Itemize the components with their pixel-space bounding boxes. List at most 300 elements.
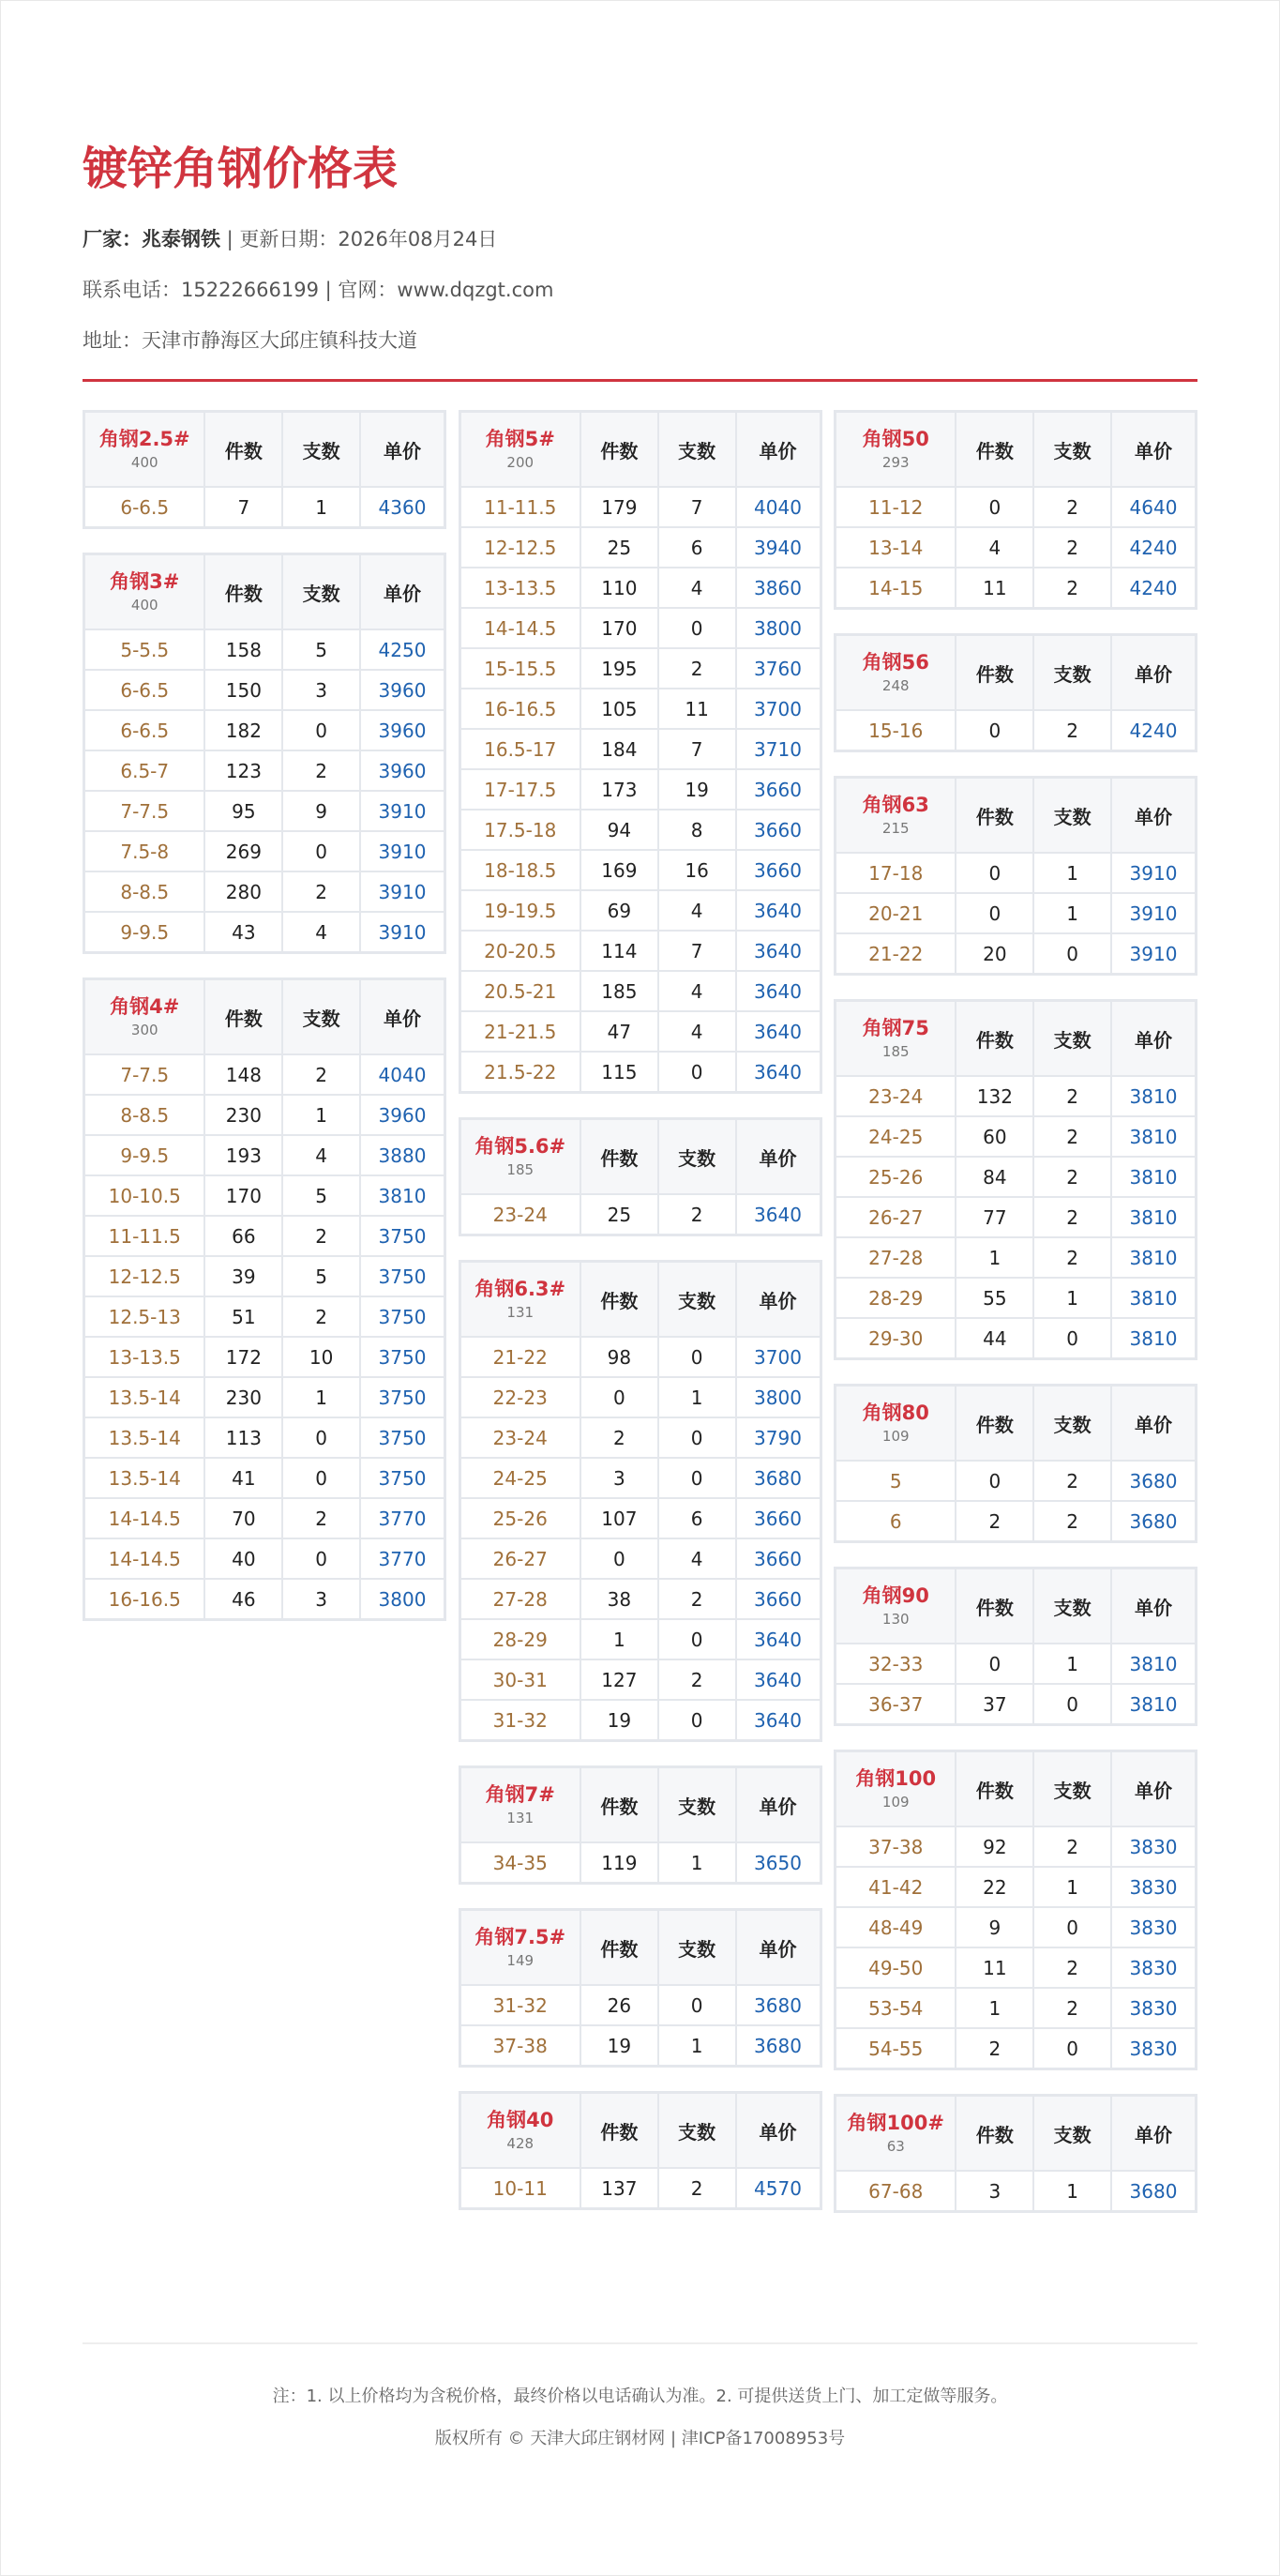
count-cell: 1: [1033, 893, 1111, 933]
price-cell: 3910: [360, 871, 445, 912]
qty-cell: 4: [956, 527, 1033, 568]
spec-header: [836, 1568, 956, 1644]
table-row: [459, 527, 821, 568]
qty-header: 件数: [956, 635, 1033, 711]
table-row: [836, 710, 1197, 751]
size-cell: 8-8.5: [84, 1095, 205, 1135]
spec-weight: 248: [881, 677, 910, 694]
price-table: [834, 1750, 1197, 2070]
price-cell: 3750: [360, 1458, 445, 1498]
count-cell: 4: [658, 971, 736, 1011]
size-cell: 20-21: [836, 893, 956, 933]
count-cell: 0: [658, 1700, 736, 1741]
table-row: [459, 648, 821, 689]
table-row: [836, 893, 1197, 933]
table-row: [459, 1579, 821, 1619]
count-cell: 2: [282, 1296, 360, 1337]
qty-cell: 127: [580, 1659, 658, 1700]
spec-header: [836, 778, 956, 854]
size-cell: 25-26: [836, 1157, 956, 1197]
price-table: [459, 2091, 822, 2210]
size-cell: 5-5.5: [84, 629, 205, 670]
size-cell: 12-12.5: [84, 1256, 205, 1296]
table-row: [459, 971, 821, 1011]
spec-name: 角钢7.5#: [474, 1926, 566, 1948]
size-cell: 6-6.5: [84, 670, 205, 710]
table-header-row: [836, 1386, 1197, 1462]
table-row: [836, 568, 1197, 609]
spec-header: [84, 412, 205, 488]
price-cell: 3660: [736, 1579, 821, 1619]
price-cell: 3680: [736, 1458, 821, 1498]
count-cell: 2: [1033, 1076, 1111, 1116]
count-cell: 8: [658, 810, 736, 850]
price-cell: 4040: [736, 487, 821, 527]
price-header: 单价: [1111, 635, 1197, 711]
table-row: [836, 1076, 1197, 1116]
price-cell: 3860: [736, 568, 821, 608]
count-cell: 1: [1033, 2171, 1111, 2212]
price-cell: 3960: [360, 670, 445, 710]
table-header-row: [459, 1119, 821, 1195]
price-cell: 3810: [360, 1175, 445, 1216]
price-cell: 3640: [736, 1194, 821, 1235]
qty-cell: 55: [956, 1278, 1033, 1318]
qty-cell: 38: [580, 1579, 658, 1619]
size-cell: 54-55: [836, 2028, 956, 2069]
spec-header: [836, 2096, 956, 2172]
qty-cell: 19: [580, 2025, 658, 2067]
qty-cell: 7: [204, 487, 282, 528]
spec-weight: 400: [130, 454, 158, 471]
spec-header: [836, 1386, 956, 1462]
size-cell: 13-13.5: [459, 568, 580, 608]
qty-cell: 77: [956, 1197, 1033, 1237]
table-row: [836, 1907, 1197, 1947]
price-cell: 3660: [736, 810, 821, 850]
size-cell: 16-16.5: [459, 689, 580, 729]
qty-header: 件数: [580, 1262, 658, 1338]
spec-weight: 131: [506, 1304, 535, 1321]
spec-name: 角钢75: [862, 1017, 929, 1039]
table-header-row: [84, 979, 445, 1055]
table-row: [84, 710, 445, 750]
qty-cell: 84: [956, 1157, 1033, 1197]
size-cell: 31-32: [459, 1985, 580, 2025]
qty-cell: 46: [204, 1579, 282, 1620]
count-cell: 2: [1033, 710, 1111, 751]
count-cell: 7: [658, 487, 736, 527]
qty-cell: 115: [580, 1052, 658, 1093]
spec-name: 角钢5#: [485, 428, 555, 450]
qty-cell: 22: [956, 1867, 1033, 1907]
size-cell: 27-28: [836, 1237, 956, 1278]
count-cell: 2: [1033, 487, 1111, 527]
price-cell: 3830: [1111, 1867, 1197, 1907]
table-row: [836, 2028, 1197, 2069]
qty-header: 件数: [204, 554, 282, 630]
table-header-row: [84, 554, 445, 630]
size-cell: 24-25: [459, 1458, 580, 1498]
spec-name: 角钢40: [487, 2109, 554, 2131]
size-cell: 24-25: [836, 1116, 956, 1157]
qty-cell: 150: [204, 670, 282, 710]
price-table: [459, 1908, 822, 2068]
qty-cell: 51: [204, 1296, 282, 1337]
table-row: [459, 1337, 821, 1377]
price-header: 单价: [1111, 778, 1197, 854]
count-cell: 4: [282, 1135, 360, 1175]
count-cell: 1: [282, 1095, 360, 1135]
qty-cell: 107: [580, 1498, 658, 1538]
size-cell: 5: [836, 1461, 956, 1501]
table-header-row: [836, 1001, 1197, 1077]
count-cell: 2: [1033, 1157, 1111, 1197]
qty-cell: 158: [204, 629, 282, 670]
qty-cell: 173: [580, 769, 658, 810]
table-row: [459, 1619, 821, 1659]
count-cell: 2: [1033, 1826, 1111, 1867]
price-cell: 3640: [736, 1011, 821, 1052]
price-table: [83, 410, 446, 529]
table-header-row: [459, 2093, 821, 2169]
qty-cell: 95: [204, 791, 282, 831]
price-cell: 3640: [736, 1052, 821, 1093]
price-cell: 3830: [1111, 1826, 1197, 1867]
count-cell: 2: [658, 1194, 736, 1235]
qty-cell: 269: [204, 831, 282, 871]
size-cell: 31-32: [459, 1700, 580, 1741]
table-column: [83, 410, 446, 2236]
price-cell: 3910: [1111, 853, 1197, 893]
price-cell: 3810: [1111, 1076, 1197, 1116]
spec-weight: 109: [881, 1794, 910, 1811]
table-row: [459, 1377, 821, 1417]
size-cell: 12-12.5: [459, 527, 580, 568]
count-cell: 1: [1033, 853, 1111, 893]
table-row: [459, 931, 821, 971]
qty-cell: 60: [956, 1116, 1033, 1157]
count-cell: 2: [1033, 1237, 1111, 1278]
count-cell: 1: [282, 1377, 360, 1417]
table-row: [84, 1538, 445, 1579]
table-row: [84, 912, 445, 953]
count-cell: 2: [658, 648, 736, 689]
table-row: [836, 1501, 1197, 1542]
qty-header: 件数: [956, 412, 1033, 488]
table-row: [84, 487, 445, 528]
price-cell: 3910: [1111, 933, 1197, 975]
table-row: [84, 1135, 445, 1175]
table-row: [459, 1417, 821, 1458]
size-cell: 28-29: [836, 1278, 956, 1318]
size-cell: 7-7.5: [84, 791, 205, 831]
price-table: [834, 1567, 1197, 1726]
qty-cell: 0: [956, 1461, 1033, 1501]
qty-header: 件数: [956, 1386, 1033, 1462]
qty-cell: 98: [580, 1337, 658, 1377]
table-row: [459, 810, 821, 850]
count-header: 支数: [1033, 1568, 1111, 1644]
price-cell: 3640: [736, 931, 821, 971]
qty-cell: 230: [204, 1095, 282, 1135]
count-cell: 6: [658, 1498, 736, 1538]
table-row: [84, 831, 445, 871]
count-cell: 4: [658, 1538, 736, 1579]
table-header-row: [459, 1910, 821, 1986]
price-table: [459, 1117, 822, 1236]
qty-cell: 280: [204, 871, 282, 912]
size-cell: 14-14.5: [84, 1498, 205, 1538]
count-header: 支数: [658, 1262, 736, 1338]
price-header: 单价: [1111, 2096, 1197, 2172]
table-column: [459, 410, 822, 2236]
spec-weight: 63: [886, 2138, 905, 2155]
table-row: [459, 1985, 821, 2025]
count-cell: 0: [1033, 933, 1111, 975]
size-cell: 8-8.5: [84, 871, 205, 912]
spec-name: 角钢2.5#: [98, 428, 190, 450]
size-cell: 13-14: [836, 527, 956, 568]
table-row: [459, 769, 821, 810]
price-cell: 3810: [1111, 1278, 1197, 1318]
contact-line: 联系电话：15222666199 | 官网：www.dqzgt.com: [83, 279, 554, 301]
table-header-row: [836, 1751, 1197, 1827]
price-cell: 3960: [360, 710, 445, 750]
count-header: 支数: [282, 979, 360, 1055]
size-cell: 16-16.5: [84, 1579, 205, 1620]
table-row: [459, 1194, 821, 1235]
qty-cell: 0: [580, 1538, 658, 1579]
price-cell: 3810: [1111, 1157, 1197, 1197]
price-cell: 4240: [1111, 710, 1197, 751]
price-cell: 3910: [1111, 893, 1197, 933]
price-cell: 3680: [1111, 1461, 1197, 1501]
count-cell: 2: [1033, 1461, 1111, 1501]
price-cell: 3660: [736, 1538, 821, 1579]
count-cell: 0: [1033, 1907, 1111, 1947]
price-cell: 3750: [360, 1216, 445, 1256]
table-row: [84, 1579, 445, 1620]
price-cell: 3640: [736, 1619, 821, 1659]
size-cell: 28-29: [459, 1619, 580, 1659]
count-header: 支数: [282, 412, 360, 488]
qty-cell: 43: [204, 912, 282, 953]
qty-cell: 113: [204, 1417, 282, 1458]
page-title: 镀锌角钢价格表: [83, 143, 399, 195]
size-cell: 21.5-22: [459, 1052, 580, 1093]
qty-cell: 2: [580, 1417, 658, 1458]
qty-cell: 70: [204, 1498, 282, 1538]
count-cell: 0: [282, 1458, 360, 1498]
count-header: 支数: [282, 554, 360, 630]
size-cell: 13.5-14: [84, 1458, 205, 1498]
count-cell: 19: [658, 769, 736, 810]
qty-cell: 105: [580, 689, 658, 729]
qty-cell: 1: [956, 1237, 1033, 1278]
price-cell: 3660: [736, 769, 821, 810]
table-row: [459, 1538, 821, 1579]
count-cell: 5: [282, 1256, 360, 1296]
table-row: [84, 1175, 445, 1216]
count-cell: 4: [658, 1011, 736, 1052]
spec-name: 角钢80: [862, 1402, 929, 1424]
qty-cell: 3: [580, 1458, 658, 1498]
price-cell: 3800: [736, 1377, 821, 1417]
price-cell: 3910: [360, 912, 445, 953]
count-cell: 9: [282, 791, 360, 831]
price-cell: 3640: [736, 890, 821, 931]
spec-weight: 131: [506, 1810, 535, 1826]
manufacturer-line: [83, 225, 1197, 253]
size-cell: 13.5-14: [84, 1377, 205, 1417]
size-cell: 48-49: [836, 1907, 956, 1947]
count-cell: 2: [282, 871, 360, 912]
spec-weight: 109: [881, 1428, 910, 1445]
size-cell: 21-21.5: [459, 1011, 580, 1052]
count-header: 支数: [1033, 1001, 1111, 1077]
price-table: [83, 977, 446, 1621]
size-cell: 29-30: [836, 1318, 956, 1359]
size-cell: 13-13.5: [84, 1337, 205, 1377]
qty-cell: 0: [956, 710, 1033, 751]
spec-weight: 200: [506, 454, 535, 471]
count-cell: 16: [658, 850, 736, 890]
size-cell: 41-42: [836, 1867, 956, 1907]
table-row: [459, 568, 821, 608]
qty-header: 件数: [580, 1119, 658, 1195]
price-cell: 3760: [736, 648, 821, 689]
table-row: [459, 608, 821, 648]
spec-header: [459, 1767, 580, 1843]
count-cell: 0: [658, 1458, 736, 1498]
price-cell: 3830: [1111, 1988, 1197, 2028]
price-table: [459, 410, 822, 1094]
table-row: [836, 1826, 1197, 1867]
spec-weight: 130: [881, 1611, 910, 1628]
price-table: [834, 410, 1197, 610]
price-header: 单价: [736, 1119, 821, 1195]
price-header: 单价: [1111, 1568, 1197, 1644]
price-header: 单价: [736, 412, 821, 488]
count-cell: 2: [282, 1216, 360, 1256]
size-cell: 7-7.5: [84, 1054, 205, 1095]
footer-divider: [83, 2342, 1197, 2344]
qty-cell: 19: [580, 1700, 658, 1741]
qty-cell: 26: [580, 1985, 658, 2025]
qty-header: 件数: [580, 1767, 658, 1843]
qty-header: 件数: [580, 412, 658, 488]
price-cell: 3750: [360, 1296, 445, 1337]
count-header: 支数: [658, 2093, 736, 2169]
price-cell: 3680: [1111, 1501, 1197, 1542]
price-cell: 3810: [1111, 1197, 1197, 1237]
qty-cell: 41: [204, 1458, 282, 1498]
qty-cell: 119: [580, 1842, 658, 1884]
price-cell: 3710: [736, 729, 821, 769]
count-cell: 2: [282, 1498, 360, 1538]
price-cell: 3750: [360, 1417, 445, 1458]
table-header-row: [84, 412, 445, 488]
qty-header: 件数: [956, 1751, 1033, 1827]
count-cell: 2: [1033, 1988, 1111, 2028]
price-cell: 4240: [1111, 527, 1197, 568]
table-row: [84, 1337, 445, 1377]
table-column: [834, 410, 1197, 2236]
count-cell: 2: [1033, 1501, 1111, 1542]
size-cell: 17.5-18: [459, 810, 580, 850]
count-cell: 2: [282, 1054, 360, 1095]
qty-cell: 44: [956, 1318, 1033, 1359]
title-divider: [83, 379, 1197, 382]
spec-weight: 428: [506, 2135, 535, 2152]
count-header: 支数: [1033, 412, 1111, 488]
table-row: [836, 1461, 1197, 1501]
table-row: [836, 527, 1197, 568]
price-header: 单价: [736, 1262, 821, 1338]
table-row: [84, 750, 445, 791]
price-cell: 3750: [360, 1377, 445, 1417]
count-cell: 0: [1033, 1684, 1111, 1725]
table-row: [836, 1644, 1197, 1684]
spec-weight: 400: [130, 597, 158, 614]
table-row: [459, 1700, 821, 1741]
count-cell: 1: [1033, 1278, 1111, 1318]
count-cell: 0: [282, 1417, 360, 1458]
price-cell: 3700: [736, 689, 821, 729]
table-row: [84, 1417, 445, 1458]
qty-header: 件数: [204, 979, 282, 1055]
size-cell: 49-50: [836, 1947, 956, 1988]
price-header: 单价: [360, 412, 445, 488]
table-row: [836, 1278, 1197, 1318]
spec-weight: 300: [130, 1022, 158, 1038]
price-cell: 3680: [736, 2025, 821, 2067]
count-cell: 4: [658, 568, 736, 608]
count-cell: 0: [1033, 1318, 1111, 1359]
price-cell: 3810: [1111, 1318, 1197, 1359]
price-table: [834, 1384, 1197, 1543]
count-cell: 6: [658, 527, 736, 568]
size-cell: 32-33: [836, 1644, 956, 1684]
price-cell: 3640: [736, 1659, 821, 1700]
size-cell: 12.5-13: [84, 1296, 205, 1337]
count-cell: 7: [658, 931, 736, 971]
spec-header: [459, 1910, 580, 1986]
manufacturer-name: 兆泰钢铁: [142, 228, 220, 250]
table-row: [84, 1296, 445, 1337]
count-cell: 3: [282, 670, 360, 710]
size-cell: 19-19.5: [459, 890, 580, 931]
price-cell: 3910: [360, 791, 445, 831]
price-cell: 3770: [360, 1498, 445, 1538]
qty-cell: 40: [204, 1538, 282, 1579]
table-row: [84, 1216, 445, 1256]
size-cell: 14-15: [836, 568, 956, 609]
table-row: [836, 1867, 1197, 1907]
table-header-row: [836, 1568, 1197, 1644]
page-content: [83, 141, 1197, 2236]
size-cell: 26-27: [459, 1538, 580, 1579]
price-header: 单价: [736, 1910, 821, 1986]
price-cell: 3650: [736, 1842, 821, 1884]
price-cell: 3680: [1111, 2171, 1197, 2212]
qty-cell: 1: [956, 1988, 1033, 2028]
qty-cell: 230: [204, 1377, 282, 1417]
price-cell: 3880: [360, 1135, 445, 1175]
table-row: [84, 1054, 445, 1095]
table-header-row: [459, 1262, 821, 1338]
